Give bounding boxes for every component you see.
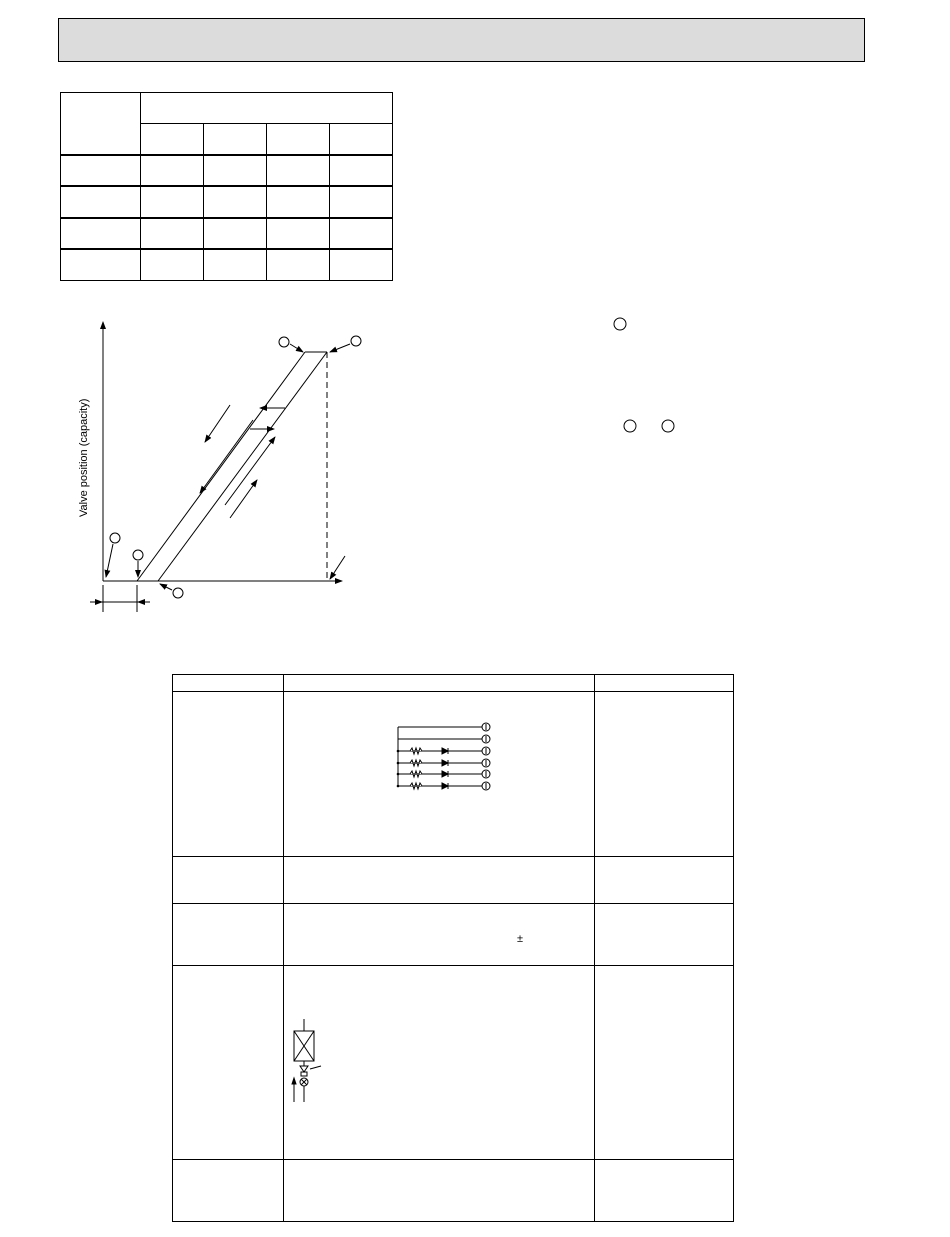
- check-standard-cell: [595, 692, 734, 857]
- check-standard-cell: [595, 1160, 734, 1222]
- grid-corner-cell: [61, 93, 141, 156]
- valve-opening-diagram: [60, 300, 380, 625]
- grid-group-header: [141, 93, 393, 124]
- motor-coil-circuit-diagram: [382, 722, 492, 797]
- grid-cell: [141, 155, 204, 186]
- check-method-cell: [284, 857, 595, 904]
- check-item-cell: [173, 692, 284, 857]
- check-item-cell: [173, 1160, 284, 1222]
- callout-circle: [133, 550, 143, 560]
- callout-circle: [173, 588, 183, 598]
- check-standard-cell: [595, 966, 734, 1160]
- check-table-header-cell: [284, 675, 595, 692]
- callout-circle: [110, 533, 120, 543]
- grid-cell: [141, 249, 204, 280]
- grid-cell: [330, 186, 393, 217]
- grid-cell: [330, 249, 393, 280]
- grid-cell: [204, 249, 267, 280]
- grid-col-header: [267, 124, 330, 155]
- grid-cell: [204, 186, 267, 217]
- diagram-notes-markers: [600, 300, 720, 450]
- check-method-cell: [284, 1160, 595, 1222]
- check-table-header-cell: [595, 675, 734, 692]
- outside-up-arrow: [230, 480, 257, 518]
- grid-row-header: [61, 249, 141, 280]
- grid-cell: [141, 218, 204, 249]
- grid-cell: [141, 186, 204, 217]
- section-header-bar: [58, 18, 865, 62]
- grid-cell: [267, 186, 330, 217]
- y-axis-label: Valve position (capacity): [78, 398, 90, 517]
- grid-cell: [330, 155, 393, 186]
- check-method-cell: [284, 904, 595, 966]
- down-arrow: [200, 420, 253, 493]
- grid-col-header: [204, 124, 267, 155]
- note-callout-circle: [624, 420, 636, 432]
- valve-diagram-svg: [60, 300, 380, 620]
- check-standard-cell: [595, 857, 734, 904]
- grid-col-header: [330, 124, 393, 155]
- data-grid-table: [60, 92, 393, 281]
- check-method-cell: [284, 692, 595, 857]
- check-item-cell: [173, 904, 284, 966]
- opening-line: [158, 352, 327, 581]
- grid-cell: [267, 218, 330, 249]
- check-item-cell: [173, 857, 284, 904]
- check-table: [172, 674, 734, 1222]
- grid-row-header: [61, 155, 141, 186]
- grid-cell: [204, 155, 267, 186]
- check-item-cell: [173, 966, 284, 1160]
- check-standard-cell: [595, 904, 734, 966]
- note-callout-circle: [614, 318, 626, 330]
- note-callout-circle: [662, 420, 674, 432]
- grid-row-header: [61, 186, 141, 217]
- grid-cell: [267, 155, 330, 186]
- grid-cell: [330, 218, 393, 249]
- expansion-valve-diagram: [286, 1016, 336, 1106]
- outside-down-arrow: [205, 405, 230, 442]
- callout-circle: [351, 336, 361, 346]
- grid-cell: [204, 218, 267, 249]
- grid-cell: [267, 249, 330, 280]
- closing-line: [137, 352, 305, 581]
- up-arrow: [225, 437, 275, 505]
- callout-circle: [279, 337, 289, 347]
- plus-minus-symbol: ±: [517, 933, 524, 945]
- check-method-cell: [284, 966, 595, 1160]
- grid-col-header: [141, 124, 204, 155]
- check-table-header-cell: [173, 675, 284, 692]
- grid-row-header: [61, 218, 141, 249]
